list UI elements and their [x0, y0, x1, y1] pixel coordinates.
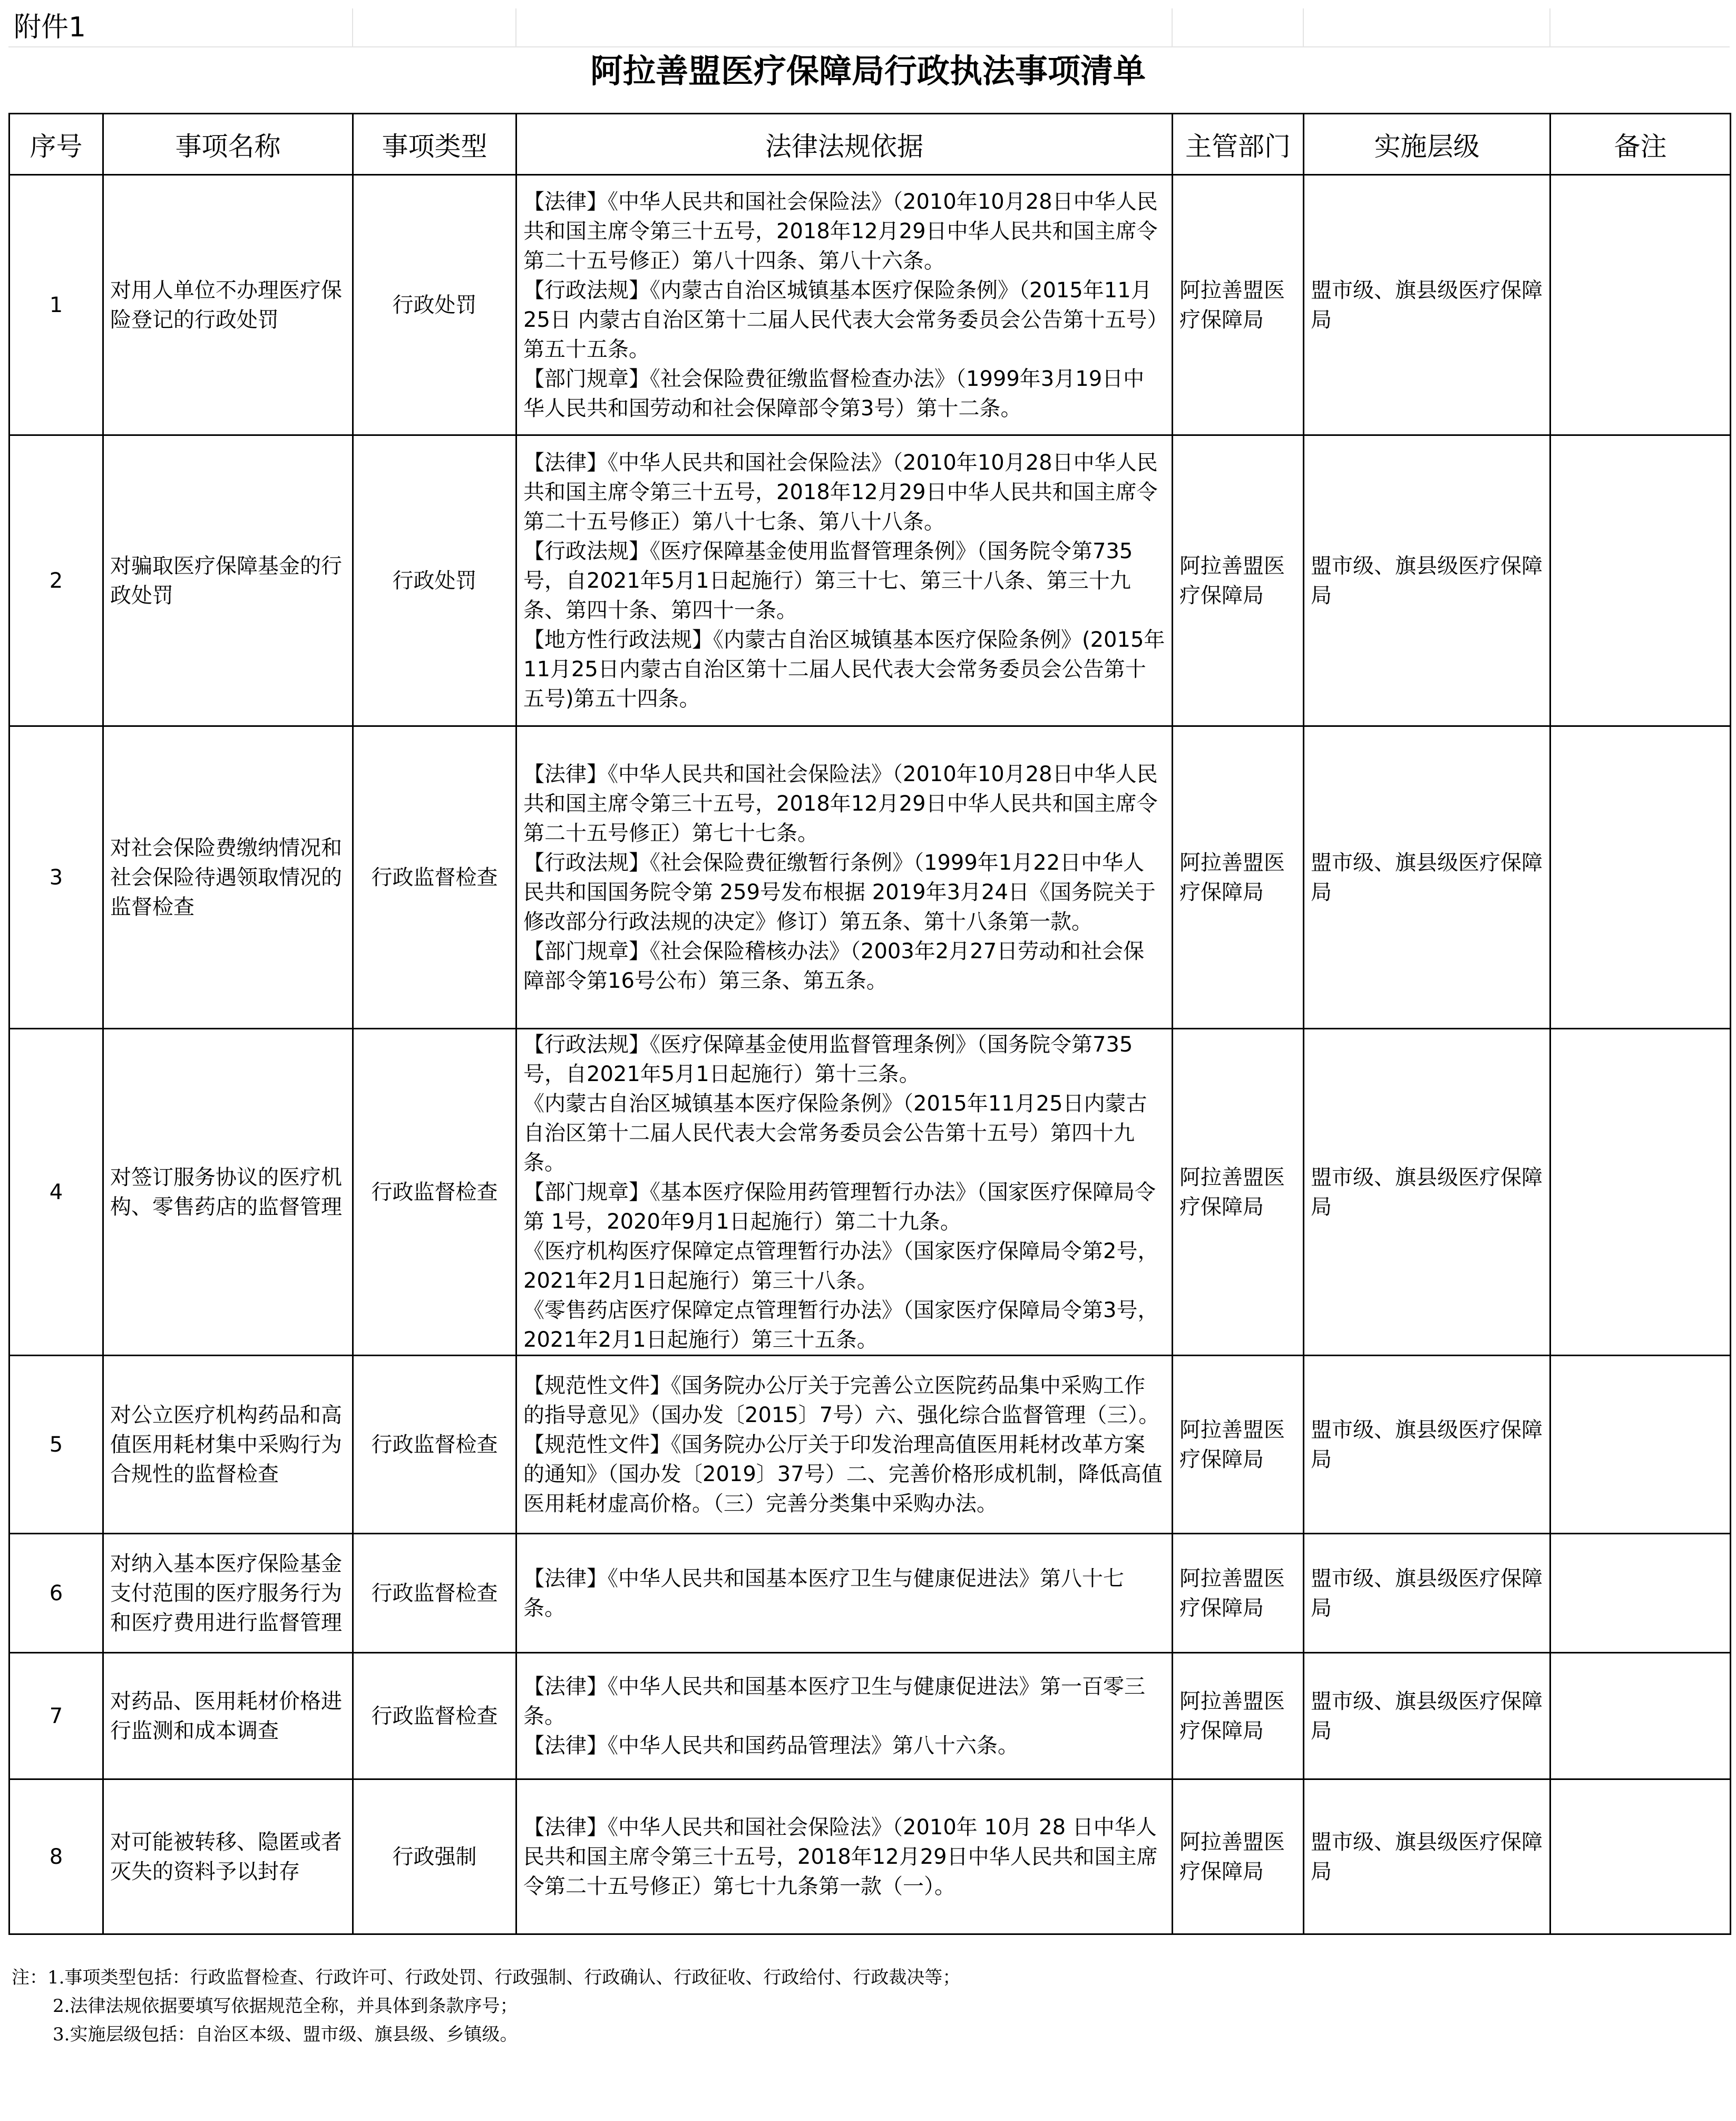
item-type: 行政监督检查 — [353, 1356, 516, 1534]
column-header-level: 实施层级 — [1304, 114, 1550, 175]
remark — [1550, 435, 1731, 726]
implementation-level: 盟市级、旗县级医疗保障局 — [1304, 1779, 1550, 1934]
basis-paragraph: 《医疗机构医疗保障定点管理暂行办法》（国家医疗保障局令第2号，2021年2月1日起施行）第三十八条。 — [523, 1239, 1159, 1293]
item-name: 对签订服务协议的医疗机构、零售药店的监督管理 — [103, 1029, 353, 1356]
item-name: 对用人单位不办理医疗保险登记的行政处罚 — [103, 175, 353, 435]
basis-paragraph: 【法律】《中华人民共和国基本医疗卫生与健康促进法》第八十七条。 — [523, 1566, 1124, 1620]
footnote-2: 2.法律法规依据要填写依据规范全称，并具体到条款序号； — [53, 1996, 518, 2017]
basis-paragraph: 【法律】《中华人民共和国社会保险法》（2010年10月28日中华人民共和国主席令第三十五号，2018年12月29日中华人民共和国主席令第二十五号修正）第八十四条、第八十六条。 — [523, 189, 1158, 273]
enforcement-items-table — [8, 113, 1731, 1935]
item-type: 行政强制 — [353, 1779, 516, 1934]
row-number: 2 — [9, 435, 103, 726]
basis-paragraph: 【地方性行政法规】《内蒙古自治区城镇基本医疗保险条例》(2015年11月25日内蒙古自治区第十二届人民代表大会常务委员会公告第十五号)第五十四条。 — [523, 627, 1165, 711]
legal-basis — [516, 175, 1173, 435]
basis-paragraph: 【行政法规】《社会保险费征缴暂行条例》（1999年1月22日中华人民共和国国务院令第 259号发布根据 2019年3月24日《国务院关于修改部分行政法规的决定》修订）第五条、第十八条第一款。 — [523, 850, 1156, 934]
table-row — [9, 175, 1731, 435]
basis-paragraph: 【规范性文件】《国务院办公厅关于完善公立医院药品集中采购工作的指导意见》（国办发〔2015〕7号）六、强化综合监督管理（三）。【规范性文件】《国务院办公厅关于印发治理高值医用耗材改革方案的通知》（国办发〔2019〕37号）二、完善价格形成机制，降低高值医用耗材虚高价格。（三）完善分类集中采购办法。 — [523, 1373, 1163, 1516]
basis-paragraph: 【部门规章】《基本医疗保险用药管理暂行办法》（国家医疗保障局令第 1号，2020年9月1日起施行）第二十九条。 — [523, 1180, 1156, 1234]
column-header-item-name: 事项名称 — [103, 114, 353, 175]
table-row — [9, 1653, 1731, 1779]
remark — [1550, 1356, 1731, 1534]
department: 阿拉善盟医疗保障局 — [1173, 1534, 1304, 1653]
basis-paragraph: 【法律】《中华人民共和国药品管理法》第八十六条。 — [523, 1733, 1019, 1758]
footnote-1: 注：1.事项类型包括：行政监督检查、行政许可、行政处罚、行政强制、行政确认、行政征收、行政给付、行政裁决等； — [12, 1967, 961, 1988]
legal-basis — [516, 435, 1173, 726]
basis-paragraph: 【法律】《中华人民共和国社会保险法》（2010年 10月 28 日中华人民共和国主席令第三十五号，2018年12月29日中华人民共和国主席令第二十五号修正）第七十九条第一款（一）。 — [523, 1815, 1158, 1899]
remark — [1550, 1029, 1731, 1356]
department: 阿拉善盟医疗保障局 — [1173, 1029, 1304, 1356]
basis-paragraph: 《内蒙古自治区城镇基本医疗保险条例》（2015年11月25日内蒙古自治区第十二届人民代表大会常务委员会公告第十五号）第四十九条。 — [523, 1091, 1147, 1175]
column-header-legal-basis: 法律法规依据 — [516, 114, 1173, 175]
basis-paragraph: 【法律】《中华人民共和国社会保险法》（2010年10月28日中华人民共和国主席令第三十五号，2018年12月29日中华人民共和国主席令第二十五号修正）第七十七条。 — [523, 762, 1158, 845]
basis-paragraph: 《零售药店医疗保障定点管理暂行办法》（国家医疗保障局令第3号，2021年2月1日起施行）第三十五条。 — [523, 1298, 1159, 1352]
legal-basis — [516, 1653, 1173, 1779]
remark — [1550, 726, 1731, 1029]
basis-paragraph: 【行政法规】《医疗保障基金使用监督管理条例》（国务院令第735号，自2021年5月1日起施行）第三十七、第三十八条、第三十九条、第四十条、第四十一条。 — [523, 539, 1133, 622]
column-header-item-type: 事项类型 — [353, 114, 516, 175]
implementation-level: 盟市级、旗县级医疗保障局 — [1304, 1653, 1550, 1779]
item-name: 对骗取医疗保障基金的行政处罚 — [103, 435, 353, 726]
remark — [1550, 1779, 1731, 1934]
row-number: 4 — [9, 1029, 103, 1356]
footnotes — [12, 1963, 960, 2049]
table-row — [9, 1356, 1731, 1534]
item-name: 对社会保险费缴纳情况和社会保险待遇领取情况的监督检查 — [103, 726, 353, 1029]
item-name: 对可能被转移、隐匿或者灭失的资料予以封存 — [103, 1779, 353, 1934]
basis-paragraph: 【部门规章】《社会保险稽核办法》（2003年2月27日劳动和社会保障部令第16号公布）第三条、第五条。 — [523, 939, 1145, 993]
column-header-number: 序号 — [9, 114, 103, 175]
row-number: 8 — [9, 1779, 103, 1934]
basis-paragraph: 【行政法规】《内蒙古自治区城镇基本医疗保险条例》（2015年11月25日 内蒙古自治区第十二届人民代表大会常务委员会公告第十五号）第五十五条。 — [523, 278, 1158, 362]
footnote-3: 3.实施层级包括：自治区本级、盟市级、旗县级、乡镇级。 — [53, 2024, 518, 2045]
spreadsheet-top-grid — [8, 8, 1730, 47]
department: 阿拉善盟医疗保障局 — [1173, 1779, 1304, 1934]
implementation-level: 盟市级、旗县级医疗保障局 — [1304, 175, 1550, 435]
row-number: 1 — [9, 175, 103, 435]
legal-basis — [516, 1534, 1173, 1653]
implementation-level: 盟市级、旗县级医疗保障局 — [1304, 1534, 1550, 1653]
implementation-level: 盟市级、旗县级医疗保障局 — [1304, 435, 1550, 726]
legal-basis — [516, 1356, 1173, 1534]
item-type: 行政处罚 — [353, 175, 516, 435]
department: 阿拉善盟医疗保障局 — [1173, 726, 1304, 1029]
item-name: 对药品、医用耗材价格进行监测和成本调查 — [103, 1653, 353, 1779]
table-row — [9, 1029, 1731, 1356]
legal-basis — [516, 726, 1173, 1029]
page-title: 阿拉善盟医疗保障局行政执法事项清单 — [590, 52, 1146, 90]
item-type: 行政监督检查 — [353, 726, 516, 1029]
item-name: 对纳入基本医疗保险基金支付范围的医疗服务行为和医疗费用进行监督管理 — [103, 1534, 353, 1653]
table-row — [9, 1534, 1731, 1653]
attachment-label: 附件1 — [14, 12, 86, 43]
row-number: 3 — [9, 726, 103, 1029]
basis-paragraph: 【部门规章】《社会保险费征缴监督检查办法》（1999年3月19日中华人民共和国劳动和社会保障部令第3号）第十二条。 — [523, 366, 1145, 421]
legal-basis — [516, 1029, 1173, 1356]
basis-paragraph: 【行政法规】《医疗保障基金使用监督管理条例》（国务院令第735号，自2021年5月1日起施行）第十三条。 — [523, 1032, 1133, 1086]
item-type: 行政处罚 — [353, 435, 516, 726]
department: 阿拉善盟医疗保障局 — [1173, 175, 1304, 435]
table-row — [9, 1779, 1731, 1934]
basis-paragraph: 【法律】《中华人民共和国社会保险法》（2010年10月28日中华人民共和国主席令第三十五号，2018年12月29日中华人民共和国主席令第二十五号修正）第八十七条、第八十八条。 — [523, 450, 1158, 534]
department: 阿拉善盟医疗保障局 — [1173, 1356, 1304, 1534]
remark — [1550, 175, 1731, 435]
column-header-department: 主管部门 — [1173, 114, 1304, 175]
column-header-remark: 备注 — [1550, 114, 1731, 175]
department: 阿拉善盟医疗保障局 — [1173, 435, 1304, 726]
item-name: 对公立医疗机构药品和高值医用耗材集中采购行为合规性的监督检查 — [103, 1356, 353, 1534]
table-row — [9, 435, 1731, 726]
table-header-row — [9, 114, 1731, 175]
row-number: 7 — [9, 1653, 103, 1779]
item-type: 行政监督检查 — [353, 1534, 516, 1653]
item-type: 行政监督检查 — [353, 1029, 516, 1356]
row-number: 5 — [9, 1356, 103, 1534]
legal-basis — [516, 1779, 1173, 1934]
row-number: 6 — [9, 1534, 103, 1653]
table-row — [9, 726, 1731, 1029]
implementation-level: 盟市级、旗县级医疗保障局 — [1304, 1356, 1550, 1534]
implementation-level: 盟市级、旗县级医疗保障局 — [1304, 726, 1550, 1029]
department: 阿拉善盟医疗保障局 — [1173, 1653, 1304, 1779]
remark — [1550, 1534, 1731, 1653]
item-type: 行政监督检查 — [353, 1653, 516, 1779]
remark — [1550, 1653, 1731, 1779]
basis-paragraph: 【法律】《中华人民共和国基本医疗卫生与健康促进法》第一百零三条。 — [523, 1674, 1145, 1728]
implementation-level: 盟市级、旗县级医疗保障局 — [1304, 1029, 1550, 1356]
